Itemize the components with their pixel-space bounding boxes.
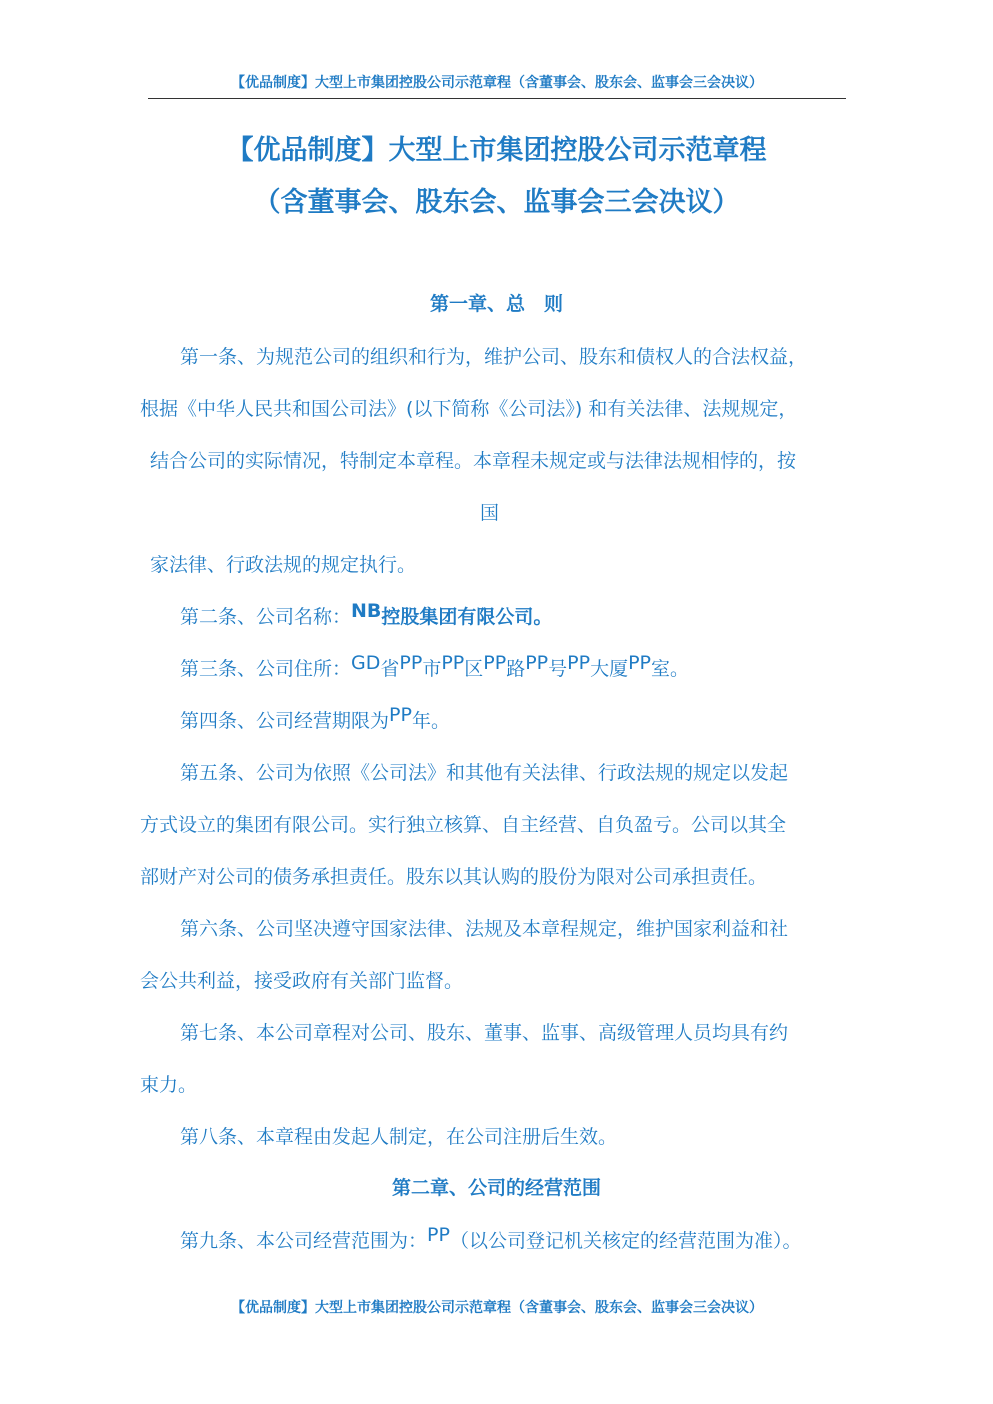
chapter-1-heading: 第一章、总 则 bbox=[429, 293, 563, 315]
document-title-line-2: （含董事会、股东会、监事会三会决议） bbox=[253, 187, 740, 218]
address-city-label: 市 bbox=[422, 658, 442, 680]
article-1-line-1: 第一条、为规范公司的组织和行为，维护公司、股东和债权人的合法权益， bbox=[180, 346, 808, 368]
article-4-suffix: 年。 bbox=[411, 710, 450, 732]
address-province-label: 省 bbox=[380, 658, 400, 680]
article-1-line-5: 家法律、行政法规的规定执行。 bbox=[150, 554, 417, 576]
running-header: 【优品制度】大型上市集团控股公司示范章程（含董事会、股东会、监事会三会决议） bbox=[231, 75, 763, 91]
address-building-code: PP bbox=[567, 652, 591, 674]
company-name: 控股集团有限公司。 bbox=[381, 606, 553, 628]
address-district-label: 区 bbox=[464, 658, 484, 680]
article-9-suffix: （以公司登记机关核定的经营范围为准）。 bbox=[449, 1230, 802, 1252]
article-2-prefix: 第二条、公司名称： bbox=[180, 606, 352, 628]
article-1-line-2: 根据《中华人民共和国公司法》(以下简称《公司法》) 和有关法律、法规规定， bbox=[140, 398, 798, 420]
term-years-code: PP bbox=[389, 704, 412, 726]
article-3 bbox=[180, 654, 689, 681]
article-6-line-1: 第六条、公司坚决遵守国家法律、法规及本章程规定，维护国家利益和社 bbox=[180, 918, 789, 940]
chapter-2-heading: 第二章、公司的经营范围 bbox=[391, 1177, 601, 1199]
article-7-line-1: 第七条、本公司章程对公司、股东、董事、监事、高级管理人员均具有约 bbox=[180, 1022, 789, 1044]
article-4 bbox=[180, 706, 450, 733]
address-number-label: 号 bbox=[548, 658, 568, 680]
address-province-code: GD bbox=[351, 652, 381, 674]
address-number-code: PP bbox=[525, 652, 549, 674]
address-building-label: 大厦 bbox=[590, 658, 629, 680]
article-2 bbox=[180, 602, 552, 629]
header-divider bbox=[148, 98, 846, 99]
article-8: 第八条、本章程由发起人制定，在公司注册后生效。 bbox=[180, 1126, 618, 1148]
address-room-code: PP bbox=[628, 652, 651, 674]
address-room-label: 室。 bbox=[651, 658, 690, 680]
article-9-prefix: 第九条、本公司经营范围为： bbox=[180, 1230, 428, 1252]
article-1-line-3: 结合公司的实际情况，特制定本章程。本章程未规定或与法律法规相悖的，按 bbox=[150, 450, 797, 472]
article-9 bbox=[180, 1226, 801, 1253]
article-7-line-2: 束力。 bbox=[140, 1074, 198, 1096]
article-5-line-3: 部财产对公司的债务承担责任。股东以其认购的股份为限对公司承担责任。 bbox=[140, 866, 768, 888]
company-code: NB bbox=[351, 600, 382, 622]
article-5-line-1: 第五条、公司为依照《公司法》和其他有关法律、行政法规的规定以发起 bbox=[180, 762, 789, 784]
address-district-code: PP bbox=[441, 652, 465, 674]
business-scope-code: PP bbox=[427, 1224, 450, 1246]
running-footer: 【优品制度】大型上市集团控股公司示范章程（含董事会、股东会、监事会三会决议） bbox=[231, 1300, 763, 1316]
article-6-line-2: 会公共利益，接受政府有关部门监督。 bbox=[140, 970, 464, 992]
address-road-label: 路 bbox=[506, 658, 526, 680]
article-3-prefix: 第三条、公司住所： bbox=[180, 658, 352, 680]
address-road-code: PP bbox=[483, 652, 507, 674]
article-1-line-4: 国 bbox=[480, 502, 500, 524]
article-5-line-2: 方式设立的集团有限公司。实行独立核算、自主经营、自负盈亏。公司以其全 bbox=[140, 814, 787, 836]
document-title-line-1: 【优品制度】大型上市集团控股公司示范章程 bbox=[226, 135, 767, 166]
article-4-prefix: 第四条、公司经营期限为 bbox=[180, 710, 390, 732]
address-city-code: PP bbox=[399, 652, 423, 674]
